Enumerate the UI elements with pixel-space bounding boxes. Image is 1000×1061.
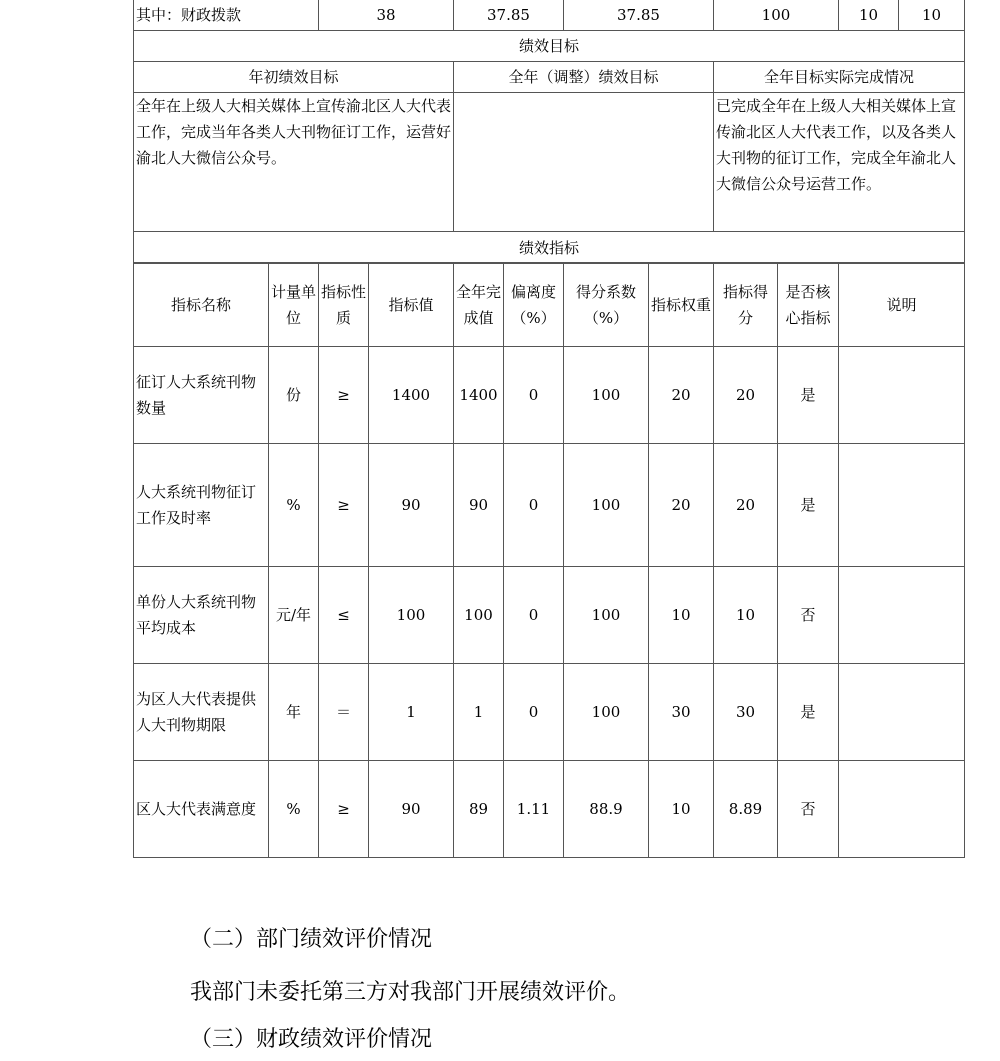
indicator-cell: 10 <box>649 761 714 858</box>
indicator-cell: 1 <box>369 664 454 761</box>
indicator-cell: 1.11 <box>504 761 564 858</box>
indicator-cell: 10 <box>649 567 714 664</box>
indicator-cell: 20 <box>714 347 778 444</box>
indicator-cell: 100 <box>564 567 649 664</box>
indicator-cell: 20 <box>649 347 714 444</box>
indicator-cell: 0 <box>504 347 564 444</box>
indicator-cell: 是 <box>778 347 839 444</box>
indicator-cell: 份 <box>269 347 319 444</box>
indicator-cell: 否 <box>778 567 839 664</box>
indicator-column-header: 指标得分 <box>714 263 778 347</box>
table-row <box>134 567 965 664</box>
indicator-column-header: 指标名称 <box>134 263 269 347</box>
funding-row <box>134 0 965 31</box>
indicator-cell: 否 <box>778 761 839 858</box>
indicator-cell: 是 <box>778 664 839 761</box>
indicator-cell: 90 <box>369 444 454 567</box>
indicator-name: 征订人大系统刊物数量 <box>134 347 269 444</box>
indicator-cell: 100 <box>369 567 454 664</box>
indicator-cell: ≥ <box>319 347 369 444</box>
goals-header-initial: 年初绩效目标 <box>134 62 454 93</box>
indicator-cell <box>839 664 965 761</box>
funding-value: 38 <box>319 0 454 31</box>
indicator-cell: ＝ <box>319 664 369 761</box>
indicator-cell: 8.89 <box>714 761 778 858</box>
indicators-header-row <box>134 263 965 347</box>
indicator-column-header: 计量单位 <box>269 263 319 347</box>
indicator-cell <box>839 567 965 664</box>
indicator-column-header: 指标性质 <box>319 263 369 347</box>
goal-actual-text: 已完成全年在上级人大相关媒体上宣传渝北区人大代表工作，以及各类人大刊物的征订工作，完成全年渝北人大微信公众号运营工作。 <box>714 93 965 232</box>
table-row <box>134 444 965 567</box>
indicator-cell <box>839 444 965 567</box>
indicator-name: 区人大代表满意度 <box>134 761 269 858</box>
indicator-cell: 100 <box>564 444 649 567</box>
indicator-cell: 30 <box>649 664 714 761</box>
indicator-cell: 1 <box>454 664 504 761</box>
indicator-cell: 1400 <box>454 347 504 444</box>
goals-section-title: 绩效目标 <box>134 31 965 62</box>
indicators-table <box>133 262 965 858</box>
indicator-cell: ≤ <box>319 567 369 664</box>
funding-label: 其中：财政拨款 <box>134 0 319 31</box>
indicator-cell: 0 <box>504 664 564 761</box>
indicator-cell: 10 <box>714 567 778 664</box>
indicator-column-header: 指标值 <box>369 263 454 347</box>
indicator-cell: % <box>269 761 319 858</box>
goal-adjusted-text <box>454 93 714 232</box>
table-row <box>134 664 965 761</box>
indicator-column-header: 指标权重 <box>649 263 714 347</box>
indicator-column-header: 是否核心指标 <box>778 263 839 347</box>
indicator-cell: 100 <box>454 567 504 664</box>
indicator-cell: 90 <box>369 761 454 858</box>
indicator-cell: 0 <box>504 567 564 664</box>
funding-value: 100 <box>714 0 839 31</box>
table-row <box>134 347 965 444</box>
indicator-cell: 100 <box>564 347 649 444</box>
indicator-cell <box>839 761 965 858</box>
funding-value: 10 <box>899 0 965 31</box>
indicator-cell: 元/年 <box>269 567 319 664</box>
table-row <box>134 761 965 858</box>
indicator-column-header: 偏离度（%） <box>504 263 564 347</box>
dept-evaluation-text: 我部门未委托第三方对我部门开展绩效评价。 <box>190 980 631 1005</box>
indicator-column-header: 全年完成值 <box>454 263 504 347</box>
indicator-cell: 90 <box>454 444 504 567</box>
indicator-name: 为区人大代表提供人大刊物期限 <box>134 664 269 761</box>
indicator-cell: % <box>269 444 319 567</box>
indicator-cell: 20 <box>714 444 778 567</box>
indicator-name: 单份人大系统刊物平均成本 <box>134 567 269 664</box>
goals-header-adjusted: 全年（调整）绩效目标 <box>454 62 714 93</box>
funding-value: 10 <box>839 0 899 31</box>
indicator-cell: 年 <box>269 664 319 761</box>
indicator-cell <box>839 347 965 444</box>
indicator-cell: 100 <box>564 664 649 761</box>
indicator-cell: 0 <box>504 444 564 567</box>
indicator-column-header: 得分系数（%） <box>564 263 649 347</box>
indicator-cell: 88.9 <box>564 761 649 858</box>
section-heading-dept-evaluation: （二）部门绩效评价情况 <box>190 927 433 952</box>
indicator-cell: 是 <box>778 444 839 567</box>
indicator-cell: 30 <box>714 664 778 761</box>
indicator-cell: 1400 <box>369 347 454 444</box>
indicator-cell: 89 <box>454 761 504 858</box>
funding-value: 37.85 <box>454 0 564 31</box>
goals-header-actual: 全年目标实际完成情况 <box>714 62 965 93</box>
funding-goals-table <box>133 0 965 264</box>
indicator-column-header: 说明 <box>839 263 965 347</box>
funding-value: 37.85 <box>564 0 714 31</box>
indicator-cell: 20 <box>649 444 714 567</box>
indicator-name: 人大系统刊物征订工作及时率 <box>134 444 269 567</box>
indicators-section-title: 绩效指标 <box>134 232 965 264</box>
indicator-cell: ≥ <box>319 761 369 858</box>
indicator-cell: ≥ <box>319 444 369 567</box>
goal-initial-text: 全年在上级人大相关媒体上宣传渝北区人大代表工作，完成当年各类人大刊物征订工作，运营好渝北人大微信公众号。 <box>134 93 454 232</box>
section-heading-finance-evaluation: （三）财政绩效评价情况 <box>190 1027 433 1052</box>
